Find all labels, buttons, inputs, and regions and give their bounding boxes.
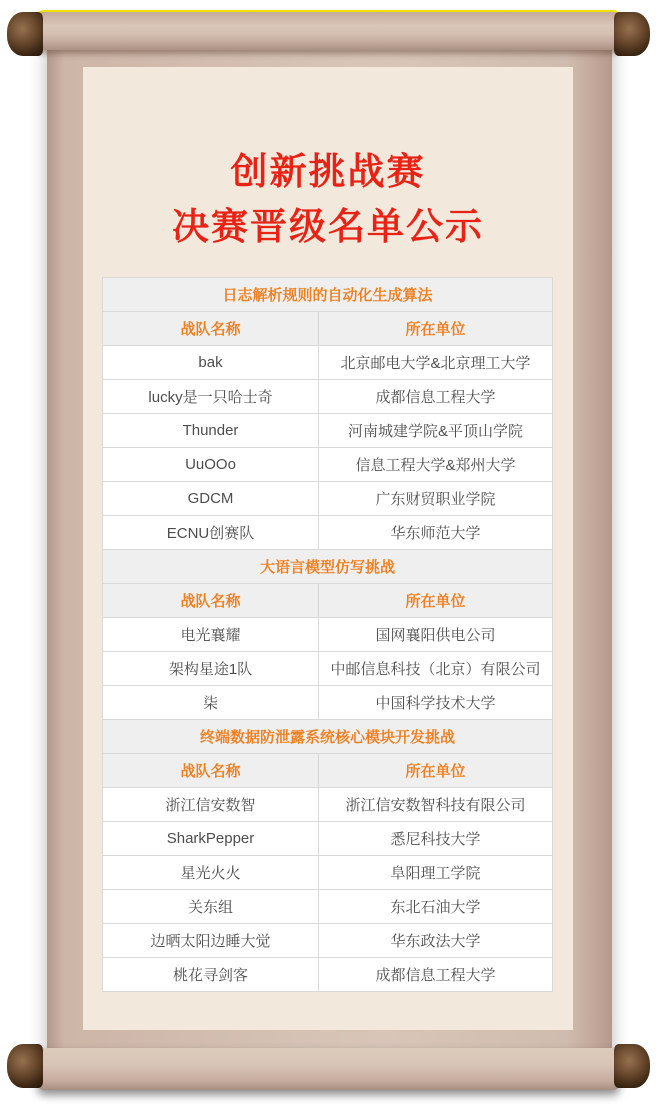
team-row bbox=[103, 380, 553, 414]
team-row bbox=[103, 448, 553, 482]
team-row bbox=[103, 516, 553, 550]
organization-cell: 华东政法大学 bbox=[319, 924, 553, 958]
column-header-row bbox=[103, 754, 553, 788]
organization-cell: 阜阳理工学院 bbox=[319, 856, 553, 890]
team-row bbox=[103, 346, 553, 380]
team-row bbox=[103, 414, 553, 448]
team-name-cell: lucky是一只哈士奇 bbox=[103, 380, 319, 414]
organization-cell: 广东财贸职业学院 bbox=[319, 482, 553, 516]
section-title-row bbox=[103, 550, 553, 584]
team-name-cell: UuOOo bbox=[103, 448, 319, 482]
team-row bbox=[103, 958, 553, 992]
team-row bbox=[103, 788, 553, 822]
column-header: 所在单位 bbox=[319, 754, 553, 788]
column-header-row bbox=[103, 584, 553, 618]
team-row bbox=[103, 890, 553, 924]
section-title-row bbox=[103, 278, 553, 312]
section-title: 日志解析规则的自动化生成算法 bbox=[103, 278, 553, 312]
column-header: 所在单位 bbox=[319, 312, 553, 346]
team-row bbox=[103, 652, 553, 686]
team-name-cell: 关东组 bbox=[103, 890, 319, 924]
organization-cell: 东北石油大学 bbox=[319, 890, 553, 924]
team-name-cell: SharkPepper bbox=[103, 822, 319, 856]
top-right-roller-knob bbox=[614, 12, 650, 56]
team-row bbox=[103, 686, 553, 720]
team-name-cell: 架构星途1队 bbox=[103, 652, 319, 686]
team-name-cell: 星光火火 bbox=[103, 856, 319, 890]
column-header-row bbox=[103, 312, 553, 346]
organization-cell: 中国科学技术大学 bbox=[319, 686, 553, 720]
section-title-row bbox=[103, 720, 553, 754]
organization-cell: 华东师范大学 bbox=[319, 516, 553, 550]
column-header: 战队名称 bbox=[103, 312, 319, 346]
section-title: 大语言模型仿写挑战 bbox=[103, 550, 553, 584]
top-roller-bar bbox=[38, 10, 619, 50]
column-header: 战队名称 bbox=[103, 584, 319, 618]
team-name-cell: bak bbox=[103, 346, 319, 380]
section-title: 终端数据防泄露系统核心模块开发挑战 bbox=[103, 720, 553, 754]
organization-cell: 成都信息工程大学 bbox=[319, 958, 553, 992]
team-name-cell: 桃花寻剑客 bbox=[103, 958, 319, 992]
organization-cell: 成都信息工程大学 bbox=[319, 380, 553, 414]
team-name-cell: 电光襄耀 bbox=[103, 618, 319, 652]
organization-cell: 信息工程大学&郑州大学 bbox=[319, 448, 553, 482]
scroll-content-panel bbox=[83, 67, 573, 1030]
team-row bbox=[103, 924, 553, 958]
qualification-table-body bbox=[103, 278, 553, 992]
column-header: 战队名称 bbox=[103, 754, 319, 788]
bottom-left-roller-knob bbox=[7, 1044, 43, 1088]
team-row bbox=[103, 482, 553, 516]
team-name-cell: 浙江信安数智 bbox=[103, 788, 319, 822]
team-name-cell: GDCM bbox=[103, 482, 319, 516]
organization-cell: 中邮信息科技（北京）有限公司 bbox=[319, 652, 553, 686]
team-row bbox=[103, 822, 553, 856]
organization-cell: 浙江信安数智科技有限公司 bbox=[319, 788, 553, 822]
organization-cell: 北京邮电大学&北京理工大学 bbox=[319, 346, 553, 380]
poster-title-line2: 决赛晋级名单公示 bbox=[172, 206, 484, 247]
bottom-right-roller-knob bbox=[614, 1044, 650, 1088]
team-name-cell: Thunder bbox=[103, 414, 319, 448]
column-header: 所在单位 bbox=[319, 584, 553, 618]
organization-cell: 国网襄阳供电公司 bbox=[319, 618, 553, 652]
poster-title-line1: 创新挑战赛 bbox=[230, 151, 426, 192]
team-name-cell: 柒 bbox=[103, 686, 319, 720]
team-row bbox=[103, 856, 553, 890]
top-left-roller-knob bbox=[7, 12, 43, 56]
organization-cell: 河南城建学院&平顶山学院 bbox=[319, 414, 553, 448]
team-row bbox=[103, 618, 553, 652]
team-name-cell: ECNU创赛队 bbox=[103, 516, 319, 550]
qualification-table bbox=[102, 277, 553, 992]
organization-cell: 悉尼科技大学 bbox=[319, 822, 553, 856]
team-name-cell: 边晒太阳边睡大觉 bbox=[103, 924, 319, 958]
bottom-roller-bar bbox=[38, 1048, 619, 1090]
